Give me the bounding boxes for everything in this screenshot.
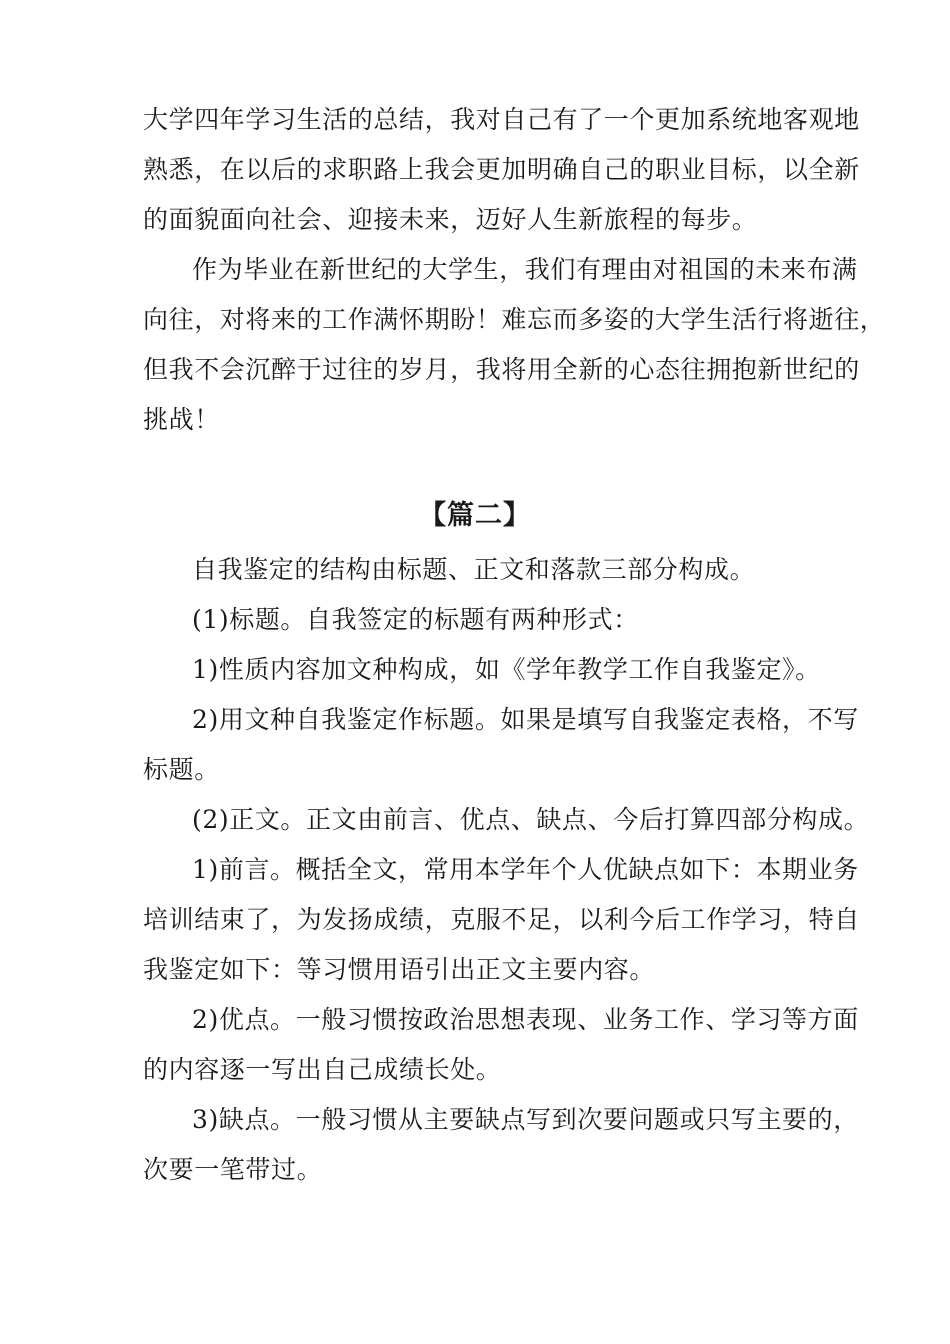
paragraph-line: 1)性质内容加文种构成，如《学年教学工作自我鉴定》。 (192, 655, 821, 684)
paragraph-line: 大学四年学习生活的总结，我对自己有了一个更加系统地客观地 (143, 105, 860, 134)
section-heading: 【篇二】 (419, 500, 531, 531)
paragraph-line: 1)前言。概括全文，常用本学年个人优缺点如下：本期业务 (192, 855, 859, 884)
paragraph-line: 我鉴定如下：等习惯用语引出正文主要内容。 (143, 955, 656, 984)
paragraph-line: 作为毕业在新世纪的大学生，我们有理由对祖国的未来布满 (192, 255, 858, 284)
paragraph-line: 3)缺点。一般习惯从主要缺点写到次要问题或只写主要的， (192, 1105, 859, 1134)
paragraph-line: 挑战！ (143, 405, 220, 434)
paragraph-line: 自我鉴定的结构由标题、正文和落款三部分构成。 (192, 555, 756, 584)
paragraph-line: 2)用文种自我鉴定作标题。如果是填写自我鉴定表格，不写 (192, 705, 859, 734)
paragraph-line: 次要一笔带过。 (143, 1155, 323, 1184)
paragraph-line: 向往，对将来的工作满怀期盼！难忘而多姿的大学生活行将逝往， (143, 305, 886, 334)
paragraph-line: (2)正文。正文由前言、优点、缺点、今后打算四部分构成。 (192, 805, 870, 834)
paragraph-line: 的面貌面向社会、迎接未来，迈好人生新旅程的每步。 (143, 205, 758, 234)
paragraph-line: 的内容逐一写出自己成绩长处。 (143, 1055, 502, 1084)
paragraph-line: 培训结束了，为发扬成绩，克服不足，以利今后工作学习，特自 (143, 905, 860, 934)
paragraph-line: (1)标题。自我签定的标题有两种形式： (192, 605, 639, 634)
paragraph-line: 但我不会沉醉于过往的岁月，我将用全新的心态往拥抱新世纪的 (143, 355, 860, 384)
paragraph-line: 标题。 (143, 755, 220, 784)
paragraph-line: 熟悉，在以后的求职路上我会更加明确自己的职业目标，以全新 (143, 155, 860, 184)
paragraph-line: 2)优点。一般习惯按政治思想表现、业务工作、学习等方面 (192, 1005, 859, 1034)
